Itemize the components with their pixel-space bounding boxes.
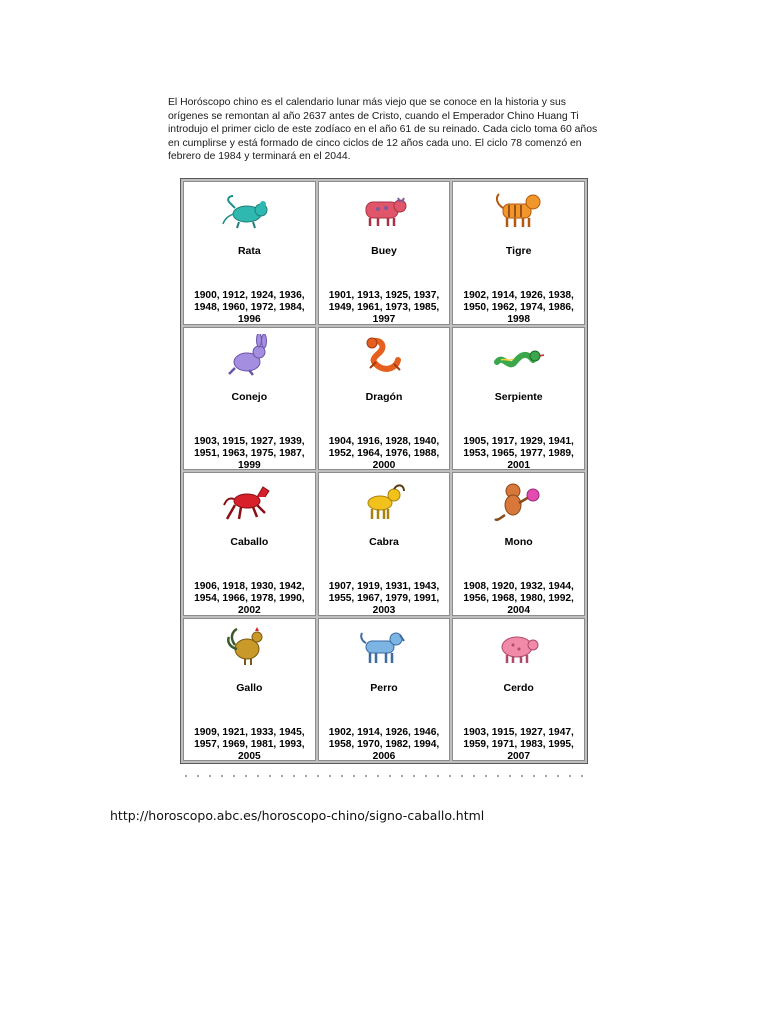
rabbit-icon <box>184 332 315 380</box>
ox-icon <box>319 186 450 234</box>
sign-name: Cabra <box>369 536 399 548</box>
goat-icon <box>319 477 450 525</box>
sign-cell <box>452 327 585 471</box>
tiger-icon <box>453 186 584 234</box>
sign-years: 1909, 1921, 1933, 1945, 1957, 1969, 1981, 1993, 2005 <box>194 726 305 762</box>
sign-years: 1900, 1912, 1924, 1936, 1948, 1960, 1972, 1984, 1996 <box>194 290 305 325</box>
sign-name: Conejo <box>231 390 268 403</box>
zodiac-table <box>180 178 588 764</box>
sign-name: Cerdo <box>503 681 534 694</box>
sign-name: Gallo <box>236 681 263 694</box>
sign-cell <box>318 327 451 471</box>
sign-name: Buey <box>371 245 397 257</box>
sign-years: 1907, 1919, 1931, 1943, 1955, 1967, 1979, 1991, 2003 <box>328 581 440 616</box>
sign-name: Tigre <box>505 245 532 257</box>
pig-icon <box>453 623 584 671</box>
sign-years: 1902, 1914, 1926, 1946, 1958, 1970, 1982, 1994, 2006 <box>328 726 440 762</box>
sign-name: Caballo <box>230 536 269 548</box>
snake-icon <box>453 332 584 380</box>
sign-cell <box>183 472 316 616</box>
sign-name: Mono <box>504 536 533 548</box>
sign-years: 1906, 1918, 1930, 1942, 1954, 1966, 1978, 1990, 2002 <box>194 581 305 616</box>
sign-cell <box>452 181 585 325</box>
dotted-divider <box>180 774 590 778</box>
sign-years: 1904, 1916, 1928, 1940, 1952, 1964, 1976, 1988, 2000 <box>328 435 440 471</box>
horse-icon <box>184 477 315 525</box>
rat-icon <box>184 186 315 234</box>
dragon-icon <box>319 332 450 380</box>
sign-years: 1901, 1913, 1925, 1937, 1949, 1961, 1973, 1985, 1997 <box>328 290 440 325</box>
sign-cell <box>452 618 585 762</box>
sign-years: 1905, 1917, 1929, 1941, 1953, 1965, 1977, 1989, 2001 <box>463 435 574 471</box>
sign-years: 1903, 1915, 1927, 1939, 1951, 1963, 1975, 1987, 1999 <box>194 435 305 471</box>
sign-name: Perro <box>370 681 398 694</box>
sign-years: 1903, 1915, 1927, 1947, 1959, 1971, 1983, 1995, 2007 <box>463 726 574 762</box>
sign-cell <box>318 472 451 616</box>
intro-paragraph: El Horóscopo chino es el calendario lunar más viejo que se conoce en la historia y sus orígenes se remontan al año 2637 antes de Cristo, cuando el Emperador Chino Huang Ti introdujo el primer ciclo de este zodíaco en el año 61 de su reinado. Cada ciclo toma 60 años en cumplirse y está formado de cinco ciclos de 12 años cada uno. El ciclo 78 comenzó en febrero de 1984 y terminará en el 2044. <box>168 97 598 163</box>
rooster-icon <box>184 623 315 671</box>
dog-icon <box>319 623 450 671</box>
sign-name: Dragón <box>365 390 403 403</box>
sign-years: 1908, 1920, 1932, 1944, 1956, 1968, 1980, 1992, 2004 <box>463 581 574 616</box>
source-url[interactable]: http://horoscopo.abc.es/horoscopo-chino/signo-caballo.html <box>110 808 485 823</box>
sign-cell <box>318 181 451 325</box>
sign-cell <box>452 472 585 616</box>
sign-years: 1902, 1914, 1926, 1938, 1950, 1962, 1974, 1986, 1998 <box>463 290 574 325</box>
sign-cell <box>318 618 451 762</box>
sign-name: Serpiente <box>494 390 543 403</box>
monkey-icon <box>453 477 584 525</box>
sign-cell <box>183 327 316 471</box>
sign-name: Rata <box>237 245 261 257</box>
sign-cell <box>183 181 316 325</box>
sign-cell <box>183 618 316 762</box>
